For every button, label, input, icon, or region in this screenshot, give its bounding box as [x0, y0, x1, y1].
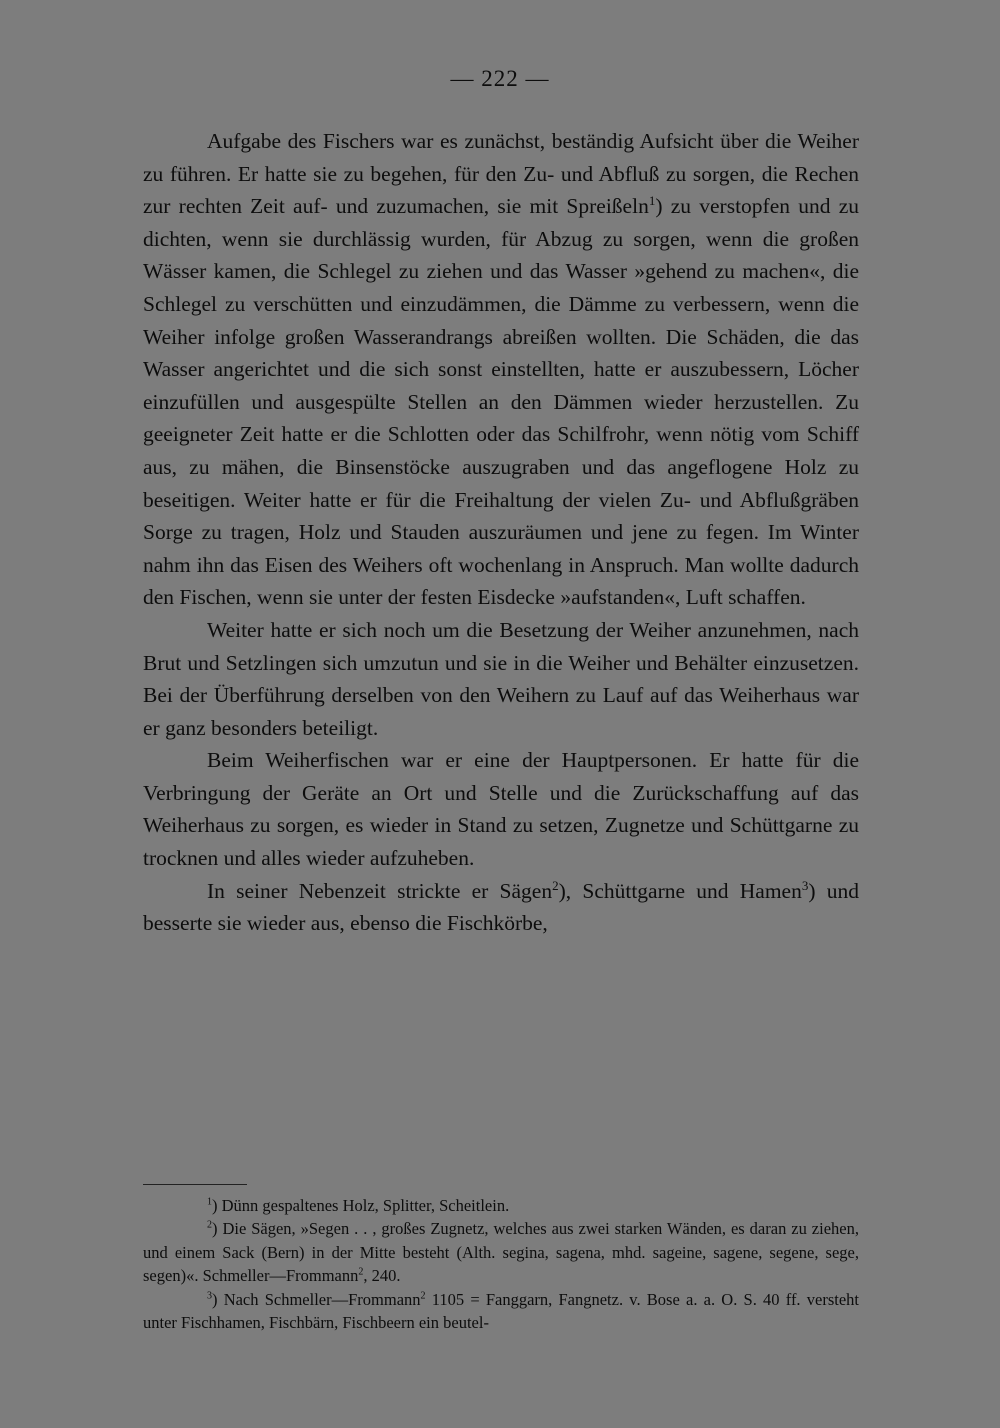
paragraph-text: Weiter hatte er sich noch um die Besetzung der Weiher anzunehmen, nach Brut und Setzlingen sich umzutun und sie in die Weiher und Behälter einzusetzen. Bei der Überführung derselben von den Weihern zu Lauf auf das Weiherhaus war er ganz besonders beteiligt. [143, 617, 859, 740]
paragraph-2 [143, 614, 859, 744]
footnote-marker: 2 [207, 1219, 212, 1231]
paragraph-text: Aufgabe des Fischers war es zunächst, beständig Aufsicht über die Weiher zu führen. Er hatte sie zu begehen, für den Zu- und Abfluß zu sorgen, die Rechen zur rechten Zeit auf- und zuzumachen, sie mit Spreißeln [143, 129, 859, 219]
footnote-3 [143, 1288, 859, 1335]
footnote-text: ) Die Sägen, »Segen . . , großes Zugnetz, welches aus zwei starken Wänden, es daran zu ziehen, und einem Sack (Bern) in der Mitte besteht (Alth. segina, sagena, mhd. sageine, sagene, segene, sege, segen)«. Schmeller—Frommann [143, 1219, 859, 1286]
footnote-ref-3: 3 [801, 877, 809, 893]
paragraph-1 [143, 125, 859, 614]
page-number: — 222 — [450, 66, 550, 91]
paragraph-text: ) zu verstopfen und zu dichten, wenn sie durchlässig wurden, für Abzug zu sorgen, wenn die großen Wässer kamen, die Schlegel zu ziehen und das Wasser »gehend zu machen«, die Schlegel zu verschütten und einzudämmen, die Dämme zu verbessern, wenn die Weiher infolge großen Wasserandrangs abreißen wollten. Die Schäden, die das Wasser angerichtet und die sich sonst einstellten, hatte er auszubessern, Löcher einzufüllen und ausgespülte Stellen an den Dämmen wieder herzustellen. Zu geeigneter Zeit hatte er die Schlotten oder das Schilfrohr, wenn nötig vom Schiff aus, zu mähen, die Binsenstöcke auszugraben und das angeflogene Holz zu beseitigen. Weiter hatte er für die Freihaltung der vielen Zu- und Abflußgräben Sorge zu tragen, Holz und Stauden auszuräumen und jene zu fegen. Im Winter nahm ihn das Eisen des Weihers oft wochenlang in Anspruch. Man wollte dadurch den Fischen, wenn sie unter der festen Eisdecke »aufstanden«, Luft schaffen. [143, 194, 859, 610]
paragraph-text: Beim Weiherfischen war er eine der Hauptpersonen. Er hatte für die Verbringung der Geräte an Ort und Stelle und die Zurückschaffung auf das Weiherhaus zu sorgen, es wieder in Stand zu setzen, Zugnetze und Schüttgarne zu trocknen und alles wieder aufzuheben. [143, 748, 859, 871]
paragraph-text: ), Schüttgarne und Hamen [558, 878, 802, 903]
body-text [143, 125, 859, 940]
paragraph-text: ) und besserte sie wieder aus, ebenso die Fischkörbe, [143, 878, 860, 936]
footnote-text: ) Dünn gespaltenes Holz, Splitter, Scheitlein. [212, 1196, 510, 1215]
footnote-1 [143, 1194, 859, 1217]
edition-superscript: 2 [420, 1290, 426, 1302]
paragraph-3 [143, 744, 859, 874]
footnote-text: , 240. [363, 1266, 401, 1286]
footnote-2 [143, 1217, 859, 1287]
paragraph-4 [143, 875, 859, 940]
footnote-text: ) Nach Schmeller—Frommann [212, 1289, 421, 1309]
footnotes [143, 1194, 859, 1334]
footnote-text: 1105 = Fanggarn, Fangnetz. v. Bose a. a. O. S. 40 ff. versteht unter Fischhamen, Fischbärn, Fischbeern ein beutel- [143, 1289, 859, 1333]
footnote-marker: 3 [207, 1290, 212, 1302]
footnote-marker: 1 [207, 1196, 212, 1208]
footnote-ref-1: 1 [648, 193, 656, 209]
edition-superscript: 2 [358, 1266, 364, 1278]
footnote-divider [143, 1184, 247, 1185]
footnote-ref-2: 2 [552, 877, 559, 893]
paragraph-text: In seiner Nebenzeit strickte er Sägen [207, 878, 553, 903]
